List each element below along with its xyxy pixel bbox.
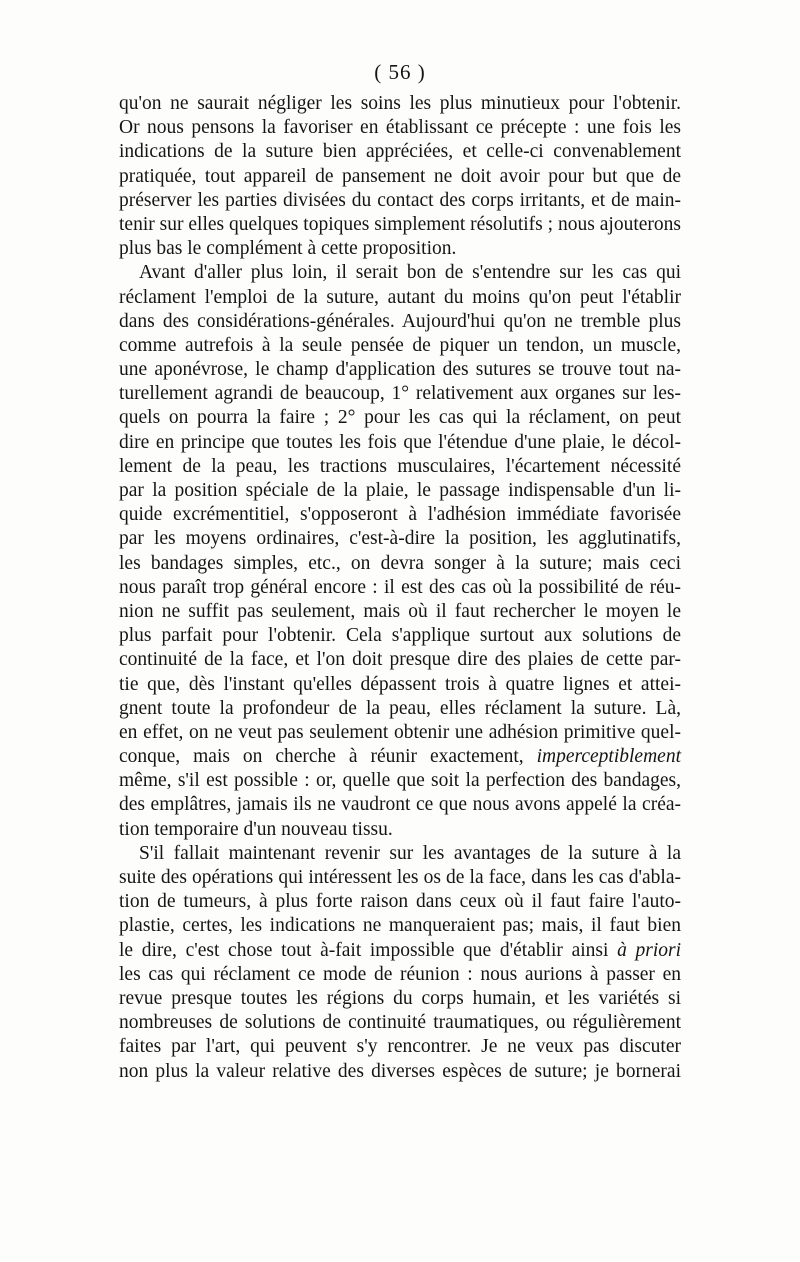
text-line: [119, 455, 681, 479]
text-line: [119, 431, 681, 455]
text-line: [119, 165, 681, 189]
text-segment: tenir sur elles quelques topiques simplement résolutifs ; nous ajouterons: [119, 213, 681, 235]
text-segment: suite des opérations qui intéressent les os de la face, dans les cas d'abla-: [119, 867, 681, 888]
text-segment: les bandages simples, etc., on devra songer à la suture; mais ceci: [119, 552, 681, 574]
text-line: [119, 382, 681, 406]
text-segment: plastie, certes, les indications ne manqueraient pas; mais, il faut bien: [119, 915, 681, 937]
text-line: [119, 673, 681, 697]
text-segment: le dire, c'est chose tout à-fait impossible que d'établir ainsi: [119, 939, 618, 961]
text-line: [119, 576, 681, 600]
text-line: [119, 600, 681, 624]
text-segment: par la position spéciale de la plaie, le passage indispensable d'un li-: [119, 480, 681, 501]
text-segment: tion de tumeurs, à plus forte raison dans ceux où il faut faire l'auto-: [119, 891, 681, 913]
text-line: [119, 697, 681, 721]
text-segment: S'il fallait maintenant revenir sur les avantages de la suture à la: [139, 842, 681, 864]
text-segment: quels on pourra la faire ; 2° pour les cas qui la réclament, on peut: [119, 407, 681, 429]
text-segment: tion temporaire d'un nouveau tissu.: [119, 818, 393, 840]
text-segment: plus parfait pour l'obtenir. Cela s'applique surtout aux solutions de: [119, 625, 681, 647]
text-line: [119, 1035, 681, 1059]
text-line: [119, 503, 681, 527]
text-segment: pratiquée, tout appareil de pansement ne doit avoir pour but que de: [119, 165, 681, 187]
text-line: [119, 624, 681, 648]
text-line: [119, 745, 681, 769]
text-line: [119, 213, 681, 237]
text-line: [119, 914, 681, 938]
text-line: [119, 939, 681, 963]
text-segment: turellement agrandi de beaucoup, 1° relativement aux organes sur les-: [119, 383, 681, 405]
text-line: [119, 116, 681, 140]
page-number: ( 56 ): [374, 60, 426, 84]
text-line: [119, 527, 681, 551]
text-segment: par les moyens ordinaires, c'est-à-dire la position, les agglutinatifs,: [119, 528, 681, 550]
text-segment: nous paraît trop général encore : il est des cas où la possibilité de réu-: [119, 576, 681, 598]
text-segment: Or nous pensons la favoriser en établissant ce précepte : une fois les: [119, 117, 681, 139]
text-line: [119, 890, 681, 914]
text-segment: plus bas le complément à cette proposition.: [119, 238, 457, 260]
text-line: [119, 479, 681, 503]
text-segment: quide excrémentitiel, s'opposeront à l'adhésion immédiate favorisée: [119, 504, 681, 526]
text-segment: Avant d'aller plus loin, il serait bon de s'entendre sur les cas qui: [139, 262, 681, 284]
text-line: [119, 963, 681, 987]
text-line: [119, 286, 681, 310]
text-line: [119, 866, 681, 890]
text-segment: nion ne suffit pas seulement, mais où il faut rechercher le moyen le: [119, 600, 681, 622]
text-segment: une aponévrose, le champ d'application des sutures se trouve tout na-: [119, 359, 681, 381]
text-line: [119, 1060, 681, 1084]
text-segment: les cas qui réclament ce mode de réunion : nous aurions à passer en: [119, 963, 681, 985]
text-segment: qu'on ne saurait négliger les soins les plus minutieux pour l'obtenir.: [119, 93, 681, 114]
text-segment: comme autrefois à la seule pensée de piquer un tendon, un muscle,: [119, 334, 681, 356]
italic-text: à priori: [617, 939, 681, 961]
text-segment: en effet, on ne veut pas seulement obtenir une adhésion primitive quel-: [119, 721, 681, 743]
text-line: [119, 721, 681, 745]
text-segment: tie que, dès l'instant qu'elles dépassent trois à quatre lignes et attei-: [119, 673, 681, 695]
text-segment: préserver les parties divisées du contact des corps irritants, et de main-: [119, 189, 681, 211]
text-segment: dire en principe que toutes les fois que l'étendue d'une plaie, le décol-: [119, 431, 681, 453]
text-line: [119, 818, 681, 842]
text-line: [119, 769, 681, 793]
text-segment: faites par l'art, qui peuvent s'y rencontrer. Je ne veux pas discuter: [119, 1036, 681, 1058]
text-line: [119, 842, 681, 866]
text-line: [119, 140, 681, 164]
text-segment: des emplâtres, jamais ils ne vaudront ce que nous avons appelé la créa-: [119, 794, 681, 816]
text-line: [119, 1011, 681, 1035]
text-segment: conque, mais on cherche à réunir exactement,: [119, 746, 537, 768]
text-segment: lement de la peau, les tractions musculaires, l'écartement nécessité: [119, 455, 681, 477]
text-line: [119, 358, 681, 382]
italic-text: imperceptiblement: [536, 746, 681, 768]
text-line: [119, 189, 681, 213]
text-line: [119, 987, 681, 1011]
text-segment: indications de la suture bien appréciées, et celle-ci convenablement: [119, 141, 681, 163]
text-line: [119, 648, 681, 672]
text-segment: réclament l'emploi de la suture, autant du moins qu'on peut l'établir: [119, 286, 681, 308]
text-line: [119, 261, 681, 285]
text-segment: continuité de la face, et l'on doit presque dire des plaies de cette par-: [119, 649, 681, 671]
text-segment: gnent toute la profondeur de la peau, elles réclament la suture. Là,: [119, 697, 681, 719]
text-line: [119, 237, 681, 261]
text-line: [119, 310, 681, 334]
text-line: [119, 552, 681, 576]
text-line: [119, 334, 681, 358]
text-segment: même, s'il est possible : or, quelle que soit la perfection des bandages,: [119, 770, 681, 792]
body-text: [119, 92, 681, 1084]
text-segment: revue presque toutes les régions du corps humain, et les variétés si: [119, 987, 681, 1009]
text-segment: non plus la valeur relative des diverses espèces de suture; je bornerai: [119, 1060, 681, 1082]
text-segment: nombreuses de solutions de continuité traumatiques, ou régulièrement: [119, 1012, 681, 1034]
text-segment: dans des considérations-générales. Aujourd'hui qu'on ne tremble plus: [119, 310, 681, 332]
text-line: [119, 92, 681, 116]
text-line: [119, 406, 681, 430]
text-line: [119, 793, 681, 817]
